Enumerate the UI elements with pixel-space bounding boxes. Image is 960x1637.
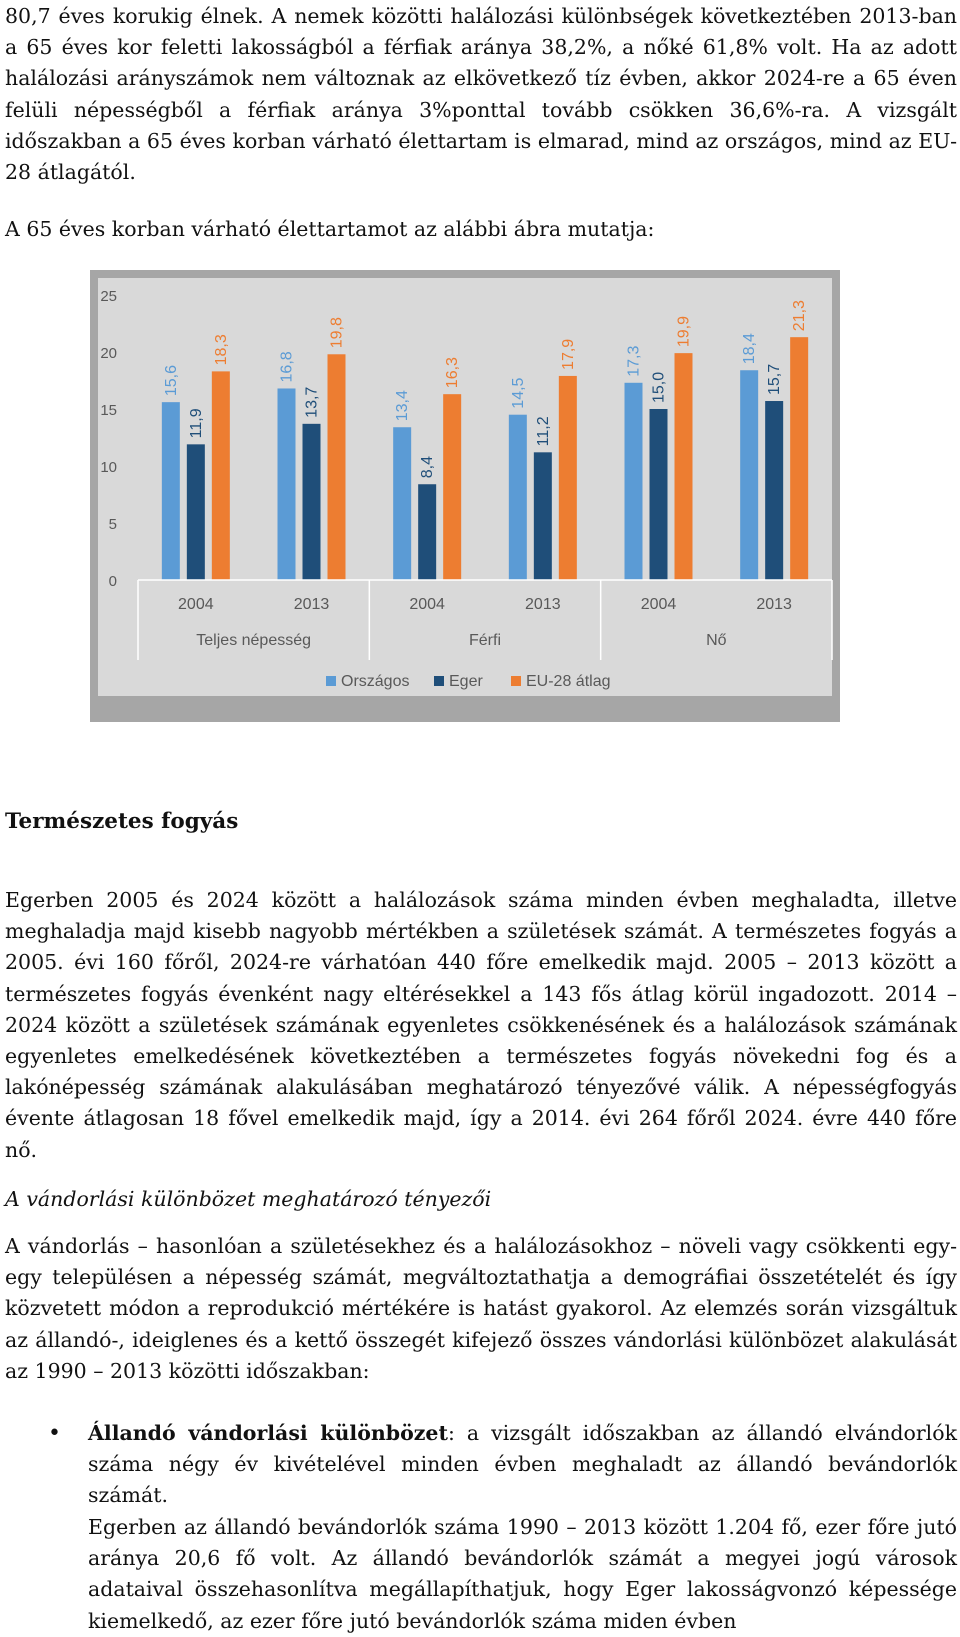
group-label: Nő [706, 632, 727, 649]
paragraph-life-expectancy: 80,7 éves korukig élnek. A nemek közötti halálozási különbségek következtében 2013-ban a 65 éves kor feletti lakosságból a férfiak aránya 38,2%, a nőké 61,8% volt. Ha az adott halálozási arányszámok nem változnak az elkövetkező tíz évben, akkor 2024-re a 65 éven felüli népességből a férfiak aránya 3%ponttal tovább csökken 36,6%-ra. A vizsgált időszakban a 65 éves korban várható élettartam is elmarad, mind az országos, mind az EU-28 átlagától. [5, 4, 957, 185]
bullet-item-permanent-migration [88, 1418, 957, 1512]
data-label: 16,3 [444, 357, 462, 389]
y-tick-label: 25 [100, 288, 117, 305]
bar [740, 370, 758, 580]
bar-area [138, 278, 832, 580]
data-label: 8,4 [419, 455, 437, 479]
bar [443, 394, 461, 580]
legend-swatch [511, 676, 521, 686]
x-tick-label: 2013 [756, 596, 792, 613]
data-label: 18,4 [741, 333, 759, 365]
y-tick-label: 0 [108, 573, 117, 590]
x-tick-label: 2013 [293, 596, 330, 613]
bullet-item-permanent-migration-detail: Egerben az állandó bevándorlók száma 1990 – 2013 között 1.204 fő, ezer főre jutó aránya 20,6 fő volt. Az állandó bevándorlók számát a megyei jogú városok adataival összehasonlítva megállapíthatjuk, hogy Eger lakosságvonzó képessége kiemelkedő, az ezer főre jutó bevándorlók száma miden évben [88, 1515, 957, 1633]
bar [625, 383, 643, 580]
group-label: Férfi [469, 632, 501, 649]
bar [187, 444, 205, 580]
data-label: 16,8 [278, 351, 296, 383]
x-tick-label: 2004 [409, 596, 445, 613]
bar [418, 484, 436, 580]
data-label: 11,2 [534, 416, 552, 447]
data-label: 19,9 [675, 315, 693, 348]
life-expectancy-chart [90, 270, 840, 722]
legend-swatch [326, 676, 336, 686]
data-label: 15,7 [766, 363, 784, 396]
paragraph-migration: A vándorlás – hasonlóan a születésekhez és a halálozásokhoz – növeli vagy csökkenti egy-egy településen a népesség számát, megváltoztathatja a demográfiai összetételét és így közvetett módon a reprodukció mértékére is hatást gyakorol. Az elemzés során vizsgáltuk az állandó-, ideiglenes és a kettő összegét kifejező összes vándorlási különbözet alakulását az 1990 – 2013 közötti időszakban: [5, 1234, 957, 1383]
y-tick-label: 15 [100, 402, 117, 419]
bullet-text-part1: : a vizsgált időszakban az állandó elvándorlók száma négy év kivételével minden évben meghaladt az állandó bevándorlók számát. [88, 1421, 958, 1508]
y-tick-label: 10 [100, 459, 117, 476]
bar [559, 376, 577, 580]
bar [650, 409, 668, 580]
data-label: 13,4 [394, 390, 412, 422]
bar [790, 337, 808, 580]
bar [303, 424, 321, 580]
data-label: 17,9 [559, 338, 577, 370]
data-label: 18,3 [212, 334, 230, 366]
bar [765, 401, 783, 580]
bar [393, 427, 411, 580]
paragraph-natural-decrease: Egerben 2005 és 2024 között a halálozások száma minden évben meghaladta, illetve meghaladja majd kisebb nagyobb mértékben a születések számát. A természetes fogyás a 2005. évi 160 főről, 2024-re várhatóan 440 főre emelkedik majd. 2005 – 2013 között a természetes fogyás évenként nagy eltérésekkel a 143 fős átlag körül ingadozott. 2014 – 2024 között a születések számának egyenletes csökkenésének és a halálozások számának egyenletes emelkedésének következtében a természetes fogyás növekedni fog és a lakónépesség számának alakulásában meghatározó tényezővé válik. A népességfogyás évente átlagosan 18 fővel emelkedik majd, így a 2014. évi 264 főről 2024. évre 440 főre nő. [5, 888, 957, 1162]
legend-label: EU-28 átlag [526, 673, 611, 690]
data-label: 17,3 [625, 345, 643, 377]
data-label: 15,0 [650, 371, 668, 403]
group-label: Teljes népesség [196, 632, 312, 649]
x-tick-label: 2013 [525, 596, 561, 613]
legend-label: Eger [449, 673, 483, 690]
data-label: 21,3 [791, 300, 809, 332]
y-tick-label: 20 [100, 345, 117, 362]
bar [212, 371, 230, 580]
bar [162, 402, 180, 580]
heading-natural-decrease: Természetes fogyás [5, 809, 239, 834]
paragraph-chart-intro: A 65 éves korban várható élettartamot az alábbi ábra mutatja: [5, 217, 655, 241]
bullet-icon: • [48, 1421, 61, 1446]
x-tick-label: 2004 [640, 596, 677, 613]
data-label: 11,9 [187, 408, 205, 439]
bar [534, 452, 552, 580]
bar [675, 353, 693, 580]
legend-label: Országos [341, 673, 410, 690]
bullet-term: Állandó vándorlási különbözet [88, 1421, 448, 1445]
y-tick-label: 5 [108, 516, 117, 533]
heading-migration: A vándorlási különbözet meghatározó tényezői [5, 1187, 492, 1211]
bar [328, 354, 346, 580]
legend-swatch [434, 676, 444, 686]
x-tick-label: 2004 [178, 596, 214, 613]
bar [509, 415, 527, 580]
data-label: 13,7 [303, 386, 321, 418]
data-label: 15,6 [162, 365, 180, 397]
bar [278, 388, 296, 580]
data-label: 14,5 [509, 377, 527, 409]
data-label: 19,8 [328, 317, 346, 349]
